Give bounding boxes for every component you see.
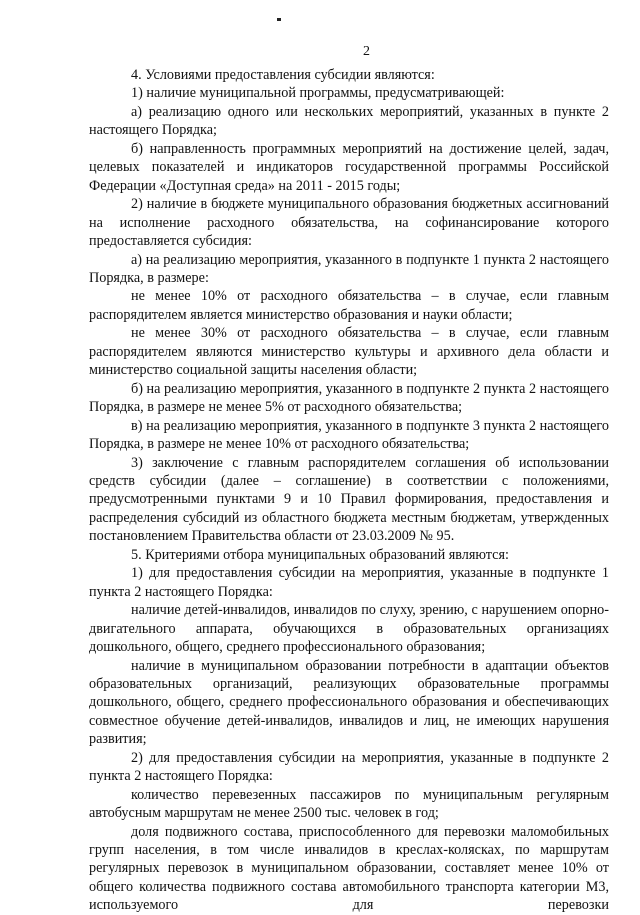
paragraph-4-2-a-1: не менее 10% от расходного обязательства – в случае, если главным распорядителем является министерство образования и науки области; (89, 288, 609, 323)
paragraph-5-1-b: наличие в муниципальном образовании потребности в адаптации объектов образовательных организаций, реализующих образовательные программы дошкольного, общего, среднего профессионального образования и обеспечивающих совместное обучение детей-инвалидов, инвалидов и лиц, не имеющих нарушения развития; (89, 657, 609, 748)
paragraph-5-2-b: доля подвижного состава, приспособленного для перевозки маломобильных групп населения, в том числе инвалидов в креслах-колясках, по маршрутам регулярных перевозок в муниципальном образовании, составляет менее 10% от общего количества подвижного состава автомобильного транспорта категории М3, используемого для перевозки (89, 823, 609, 914)
paragraph-5-heading: 5. Критериями отбора муниципальных образований являются: (131, 546, 509, 563)
paragraph-4-1-a: а) реализацию одного или нескольких мероприятий, указанных в пункте 2 настоящего Порядка; (89, 103, 609, 139)
paragraph-4-3: 3) заключение с главным распорядителем соглашения об использовании средств субсидии (далее – соглашение) в соответствии с положениями, предусмотренными пунктами 9 и 10 Правил формирования, предоставления и распределения субсидий из областного бюджета местным бюджетам, утвержденных постановлением Правительства области от 23.03.2009 № 95. (89, 454, 609, 545)
paragraph-4-2-a-2: не менее 30% от расходного обязательства – в случае, если главным распорядителем являются министерство культуры и архивного дела области и министерство социальной защиты населения области; (89, 325, 609, 379)
paragraph-4-1: 1) наличие муниципальной программы, предусматривающей: (131, 85, 505, 102)
paragraph-5-2-a: количество перевезенных пассажиров по муниципальным регулярным автобусным маршрутам не менее 2500 тыс. человек в год; (89, 786, 609, 822)
paragraph-4-2: 2) наличие в бюджете муниципального образования бюджетных ассигнований на исполнение расходного обязательства, на софинансирование которого предоставляется субсидия: (89, 196, 609, 250)
paragraph-4-heading: 4. Условиями предоставления субсидии являются: (131, 67, 435, 83)
scan-speck (277, 18, 281, 21)
page-number: 2 (363, 44, 370, 59)
paragraph-5-1: 1) для предоставления субсидии на мероприятия, указанные в подпункте 1 пункта 2 настоящего Порядка: (89, 565, 609, 600)
paragraph-5-2: 2) для предоставления субсидии на мероприятия, указанные в подпункте 2 пункта 2 настоящего Порядка: (89, 749, 609, 785)
paragraph-4-2-a: а) на реализацию мероприятия, указанного в подпункте 1 пункта 2 настоящего Порядка, в размере: (89, 251, 609, 286)
paragraph-4-1-b: б) направленность программных мероприятий на достижение целей, задач, целевых показателей и индикаторов государственной программы Российской Федерации «Доступная среда» на 2011 - 2015 годы; (89, 140, 609, 194)
document-body (89, 66, 609, 915)
paragraph-5-1-a: наличие детей-инвалидов, инвалидов по слуху, зрению, с нарушением опорно-двигательного аппарата, обучающихся в образовательных организациях дошкольного, общего, среднего профессионального образования; (89, 602, 609, 656)
paragraph-4-2-c: в) на реализацию мероприятия, указанного в подпункте 3 пункта 2 настоящего Порядка, в размере не менее 10% от расходного обязательства; (89, 417, 609, 453)
paragraph-4-2-b: б) на реализацию мероприятия, указанного в подпункте 2 пункта 2 настоящего Порядка, в размере не менее 5% от расходного обязательства; (89, 380, 609, 416)
